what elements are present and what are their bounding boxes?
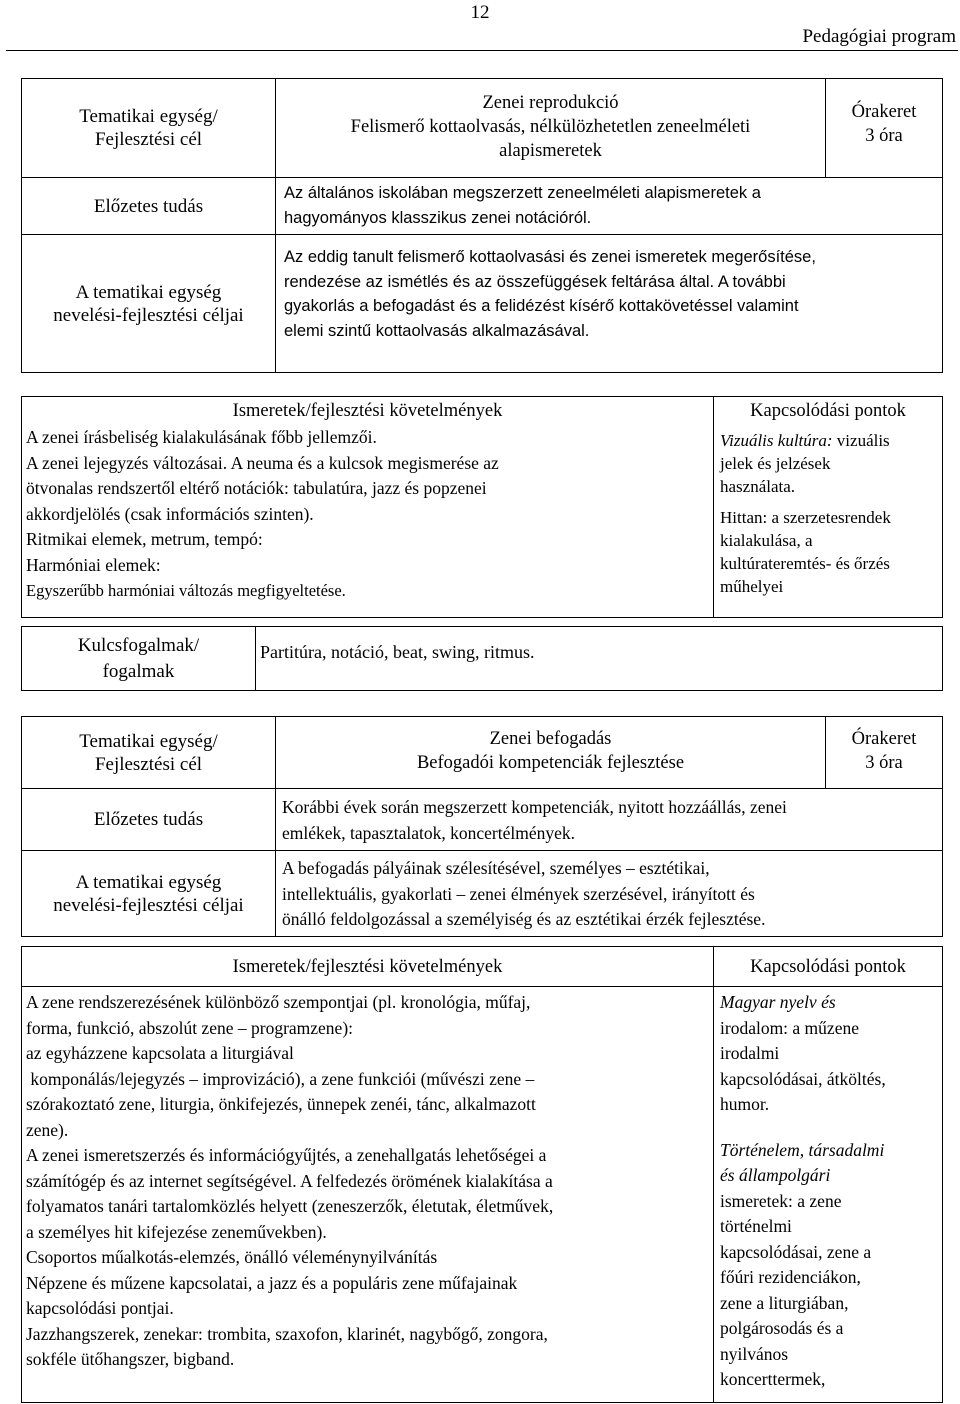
requirement-line: az egyházzene kapcsolata a liturgiával xyxy=(26,1043,294,1063)
connection-line: irodalmi xyxy=(720,1043,780,1063)
connection-line xyxy=(720,990,936,1016)
connection-line: zene a liturgiában, xyxy=(720,1292,849,1313)
connection-subject: Magyar nyelv és xyxy=(720,992,836,1012)
header-rule xyxy=(6,50,958,51)
topic-label xyxy=(22,79,276,178)
requirement-line: akkordjelölés (csak információs szinten). xyxy=(26,503,314,524)
requirement-line: Harmóniai elemek: xyxy=(26,554,161,575)
requirement-line: Népzene és műzene kapcsolatai, a jazz és a populáris zene műfajainak xyxy=(26,1272,518,1293)
requirement-line: kapcsolódási pontjai. xyxy=(26,1298,174,1318)
section2-requirements-table xyxy=(21,946,943,1403)
connection-line: koncerttermek, xyxy=(720,1369,826,1389)
requirement-line: Ritmikai elemek, metrum, tempó: xyxy=(26,529,263,549)
section1-requirements-table xyxy=(21,396,943,618)
goals-label xyxy=(22,851,276,937)
goals-text xyxy=(276,851,943,937)
connection-line xyxy=(720,429,936,452)
topic-label xyxy=(22,717,276,789)
connections-header: Kapcsolódási pontok xyxy=(714,947,943,987)
hours-cell xyxy=(826,717,943,789)
goals-text xyxy=(276,235,943,373)
requirement-line: Jazzhangszerek, zenekar: trombita, szaxofon, klarinét, nagybőgő, zongora, xyxy=(26,1323,548,1344)
requirement-line: Csoportos műalkotás-elemzés, önálló véleménynyilvánítás xyxy=(26,1247,438,1267)
key-concepts-label xyxy=(22,627,256,691)
connection-text: vizuális xyxy=(832,431,890,450)
hours-label: Órakeret xyxy=(851,729,917,749)
goals-label-line: A tematikai egység xyxy=(75,281,222,303)
key-concepts-text: Partitúra, notáció, beat, swing, ritmus. xyxy=(256,627,943,691)
goals-line: önálló feldolgozással a személyiség és az esztétikai érzék fejlesztése. xyxy=(282,909,766,929)
requirement-line: A zenei ismeretszerzés és információgyűjtés, a zenehallgatás lehetőségei a xyxy=(26,1145,547,1165)
requirement-line: folyamatos tanári tartalomközlés helyett (zeneszerzők, életutak, életművek, xyxy=(26,1196,554,1216)
requirement-line: a személyes hit kifejezése zeneművekben). xyxy=(26,1221,327,1242)
connection-line: jelek és jelzések xyxy=(720,454,831,473)
hours-cell xyxy=(826,79,943,178)
requirement-line: A zenei írásbeliség kialakulásának főbb jellemzői. xyxy=(26,427,377,447)
connection-line: használata. xyxy=(720,477,796,496)
program-title: Pedagógiai program xyxy=(802,26,956,47)
goals-line: Az eddig tanult felismerő kottaolvasási és zenei ismeretek megerősítése, xyxy=(284,248,816,266)
requirement-line: zene). xyxy=(26,1119,69,1140)
goals-line: A befogadás pályáinak szélesítésével, személyes – esztétikai, xyxy=(282,858,710,878)
key-concepts-label-line: fogalmak xyxy=(102,660,175,682)
connection-subject: Vizuális kultúra: xyxy=(720,431,833,450)
goals-line: intellektuális, gyakorlati – zenei élmények szerzésével, irányított és xyxy=(282,883,755,904)
connections-cell xyxy=(714,987,943,1403)
prior-knowledge-text xyxy=(276,789,943,851)
section1-key-concepts-table xyxy=(21,626,943,691)
connection-line xyxy=(720,1163,936,1189)
requirement-line: komponálás/lejegyzés – improvizáció), a zene funkciói (művészi zene – xyxy=(26,1068,535,1089)
connection-line xyxy=(720,1138,936,1164)
hours-label: Órakeret xyxy=(851,102,917,122)
connection-line: ismeretek: a zene xyxy=(720,1190,842,1211)
connection-subject: Történelem, társadalmi xyxy=(720,1139,885,1160)
connection-line: kapcsolódásai, átköltés, xyxy=(720,1068,886,1089)
connection-line: műhelyei xyxy=(720,577,784,596)
prior-line: Korábbi évek során megszerzett kompetenciák, nyitott hozzáállás, zenei xyxy=(282,797,787,817)
topic-label-line: Fejlesztési cél xyxy=(94,129,203,150)
topic-title-line: Befogadói kompetenciák fejlesztése xyxy=(416,753,685,773)
connection-line: történelmi xyxy=(720,1216,792,1236)
requirements-header: Ismeretek/fejlesztési követelmények xyxy=(22,947,714,987)
connection-line: polgárosodás és a xyxy=(720,1318,844,1338)
connection-line: kialakulása, a xyxy=(720,531,813,550)
connection-line: kultúrateremtés- és őrzés xyxy=(720,554,890,573)
goals-label-line: A tematikai egység xyxy=(75,871,222,893)
topic-title-line: Zenei reprodukció xyxy=(482,93,619,113)
prior-knowledge-label: Előzetes tudás xyxy=(22,789,276,851)
topic-label-line: Tematikai egység/ xyxy=(79,730,218,752)
section2-topic-table xyxy=(21,716,943,937)
page-number: 12 xyxy=(470,2,490,23)
requirement-line: Egyszerűbb harmóniai változás megfigyeltetése. xyxy=(26,581,346,600)
requirements-cell xyxy=(22,397,714,618)
requirement-line: A zenei lejegyzés változásai. A neuma és a kulcsok megismerése az xyxy=(26,452,499,473)
requirements-cell xyxy=(22,987,714,1403)
requirement-line: forma, funkció, abszolút zene – programzene): xyxy=(26,1017,354,1038)
topic-title-line: Zenei befogadás xyxy=(489,729,612,749)
topic-title-line: Felismerő kottaolvasás, nélkülözhetetlen zeneelméleti xyxy=(350,117,751,137)
hours-value: 3 óra xyxy=(865,753,903,773)
topic-label-line: Fejlesztési cél xyxy=(94,753,203,775)
connection-line: főúri rezidenciákon, xyxy=(720,1267,861,1287)
prior-line: emlékek, tapasztalatok, koncertélmények. xyxy=(282,822,575,843)
topic-title xyxy=(276,79,826,178)
hours-value: 3 óra xyxy=(865,126,903,146)
topic-title-line: alapismeretek xyxy=(499,141,602,161)
goals-label-line: nevelési-fejlesztési céljai xyxy=(53,304,244,326)
connection-line: humor. xyxy=(720,1094,770,1114)
topic-title xyxy=(276,717,826,789)
prior-line: hagyományos klasszikus zenei notációról. xyxy=(284,208,592,227)
connection-line: irodalom: a műzene xyxy=(720,1017,859,1038)
connection-subject: és állampolgári xyxy=(720,1165,831,1185)
prior-line: Az általános iskolában megszerzett zeneelméleti alapismeretek a xyxy=(284,184,761,202)
goals-line: elemi szintű kottaolvasás alkalmazásával. xyxy=(284,321,590,340)
requirement-line: A zene rendszerezésének különböző szempontjai (pl. kronológia, műfaj, xyxy=(26,992,531,1012)
goals-line: rendezése az ismétlés és az összefüggések feltárása által. A további xyxy=(284,272,786,291)
topic-label-line: Tematikai egység/ xyxy=(79,106,218,127)
connections-cell xyxy=(714,397,943,618)
goals-line: gyakorlás a befogadást és a felidézést kísérő kottakövetéssel valamint xyxy=(284,297,799,315)
requirement-line: számítógép és az internet segítségével. A felfedezés örömének kialakítása a xyxy=(26,1170,553,1191)
prior-knowledge-label: Előzetes tudás xyxy=(22,178,276,235)
connection-line: kapcsolódásai, zene a xyxy=(720,1241,872,1262)
goals-label-line: nevelési-fejlesztési céljai xyxy=(53,894,244,916)
requirement-line: ötvonalas rendszertől eltérő notációk: tabulatúra, jazz és popzenei xyxy=(26,478,487,498)
requirements-header: Ismeretek/fejlesztési követelmények xyxy=(232,401,503,421)
connection-line: Hittan: a szerzetesrendek xyxy=(720,508,891,527)
connection-line: nyilvános xyxy=(720,1343,789,1364)
prior-knowledge-text xyxy=(276,178,943,235)
requirement-line: sokféle ütőhangszer, bigband. xyxy=(26,1349,235,1369)
requirement-line: szórakoztató zene, liturgia, önkifejezés, ünnepek zenéi, tánc, alkalmazott xyxy=(26,1094,536,1114)
section1-topic-table xyxy=(21,78,943,373)
connections-header: Kapcsolódási pontok xyxy=(750,401,906,421)
key-concepts-label-line: Kulcsfogalmak/ xyxy=(77,634,200,656)
goals-label xyxy=(22,235,276,373)
